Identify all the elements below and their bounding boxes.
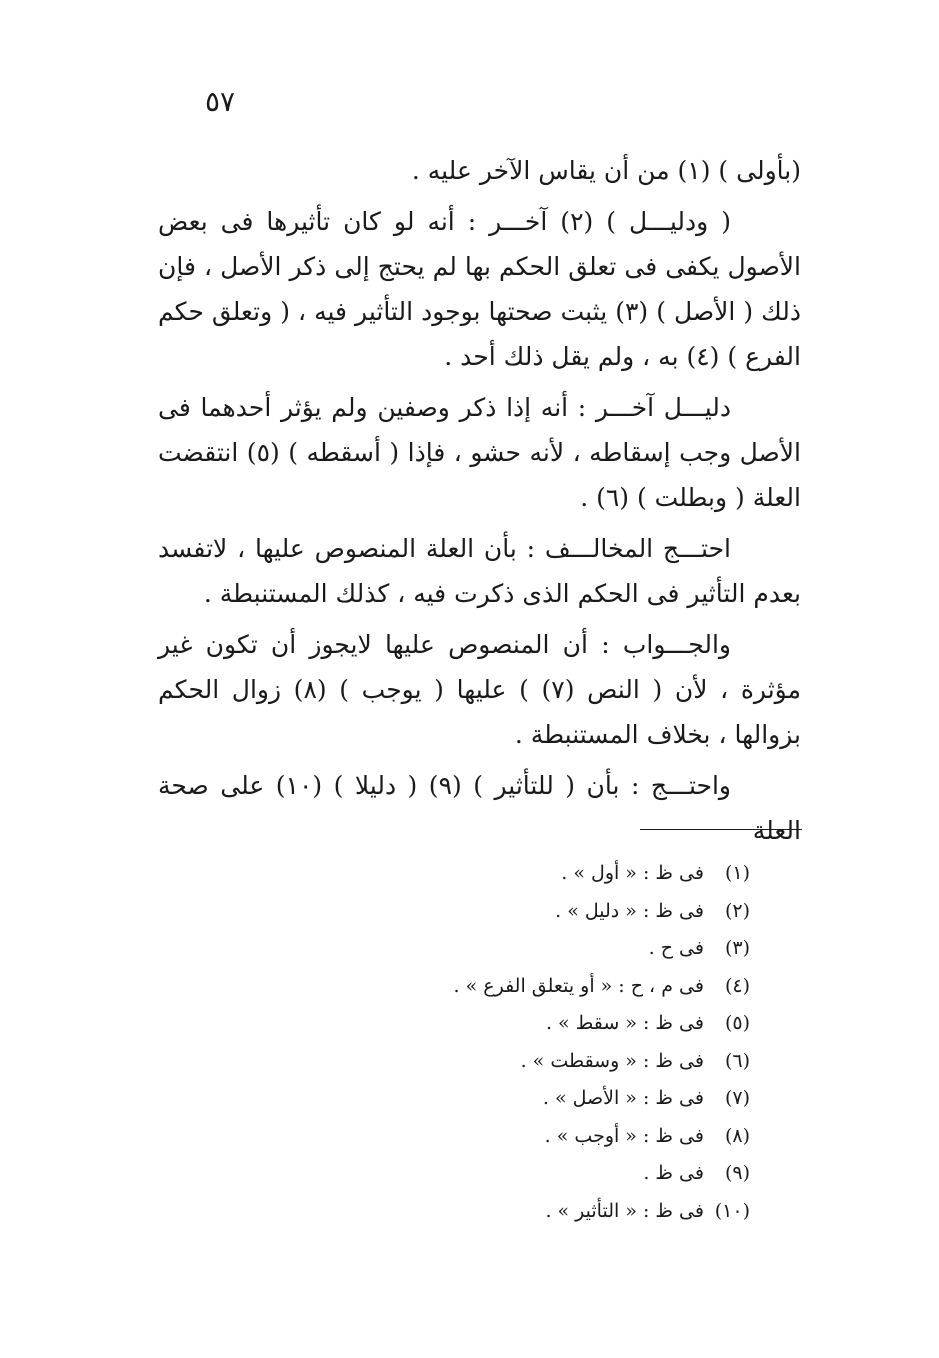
footnote-text: فى ح .: [648, 937, 704, 959]
footnote-number: (١): [724, 862, 750, 884]
footnote-number: (٩): [724, 1162, 750, 1184]
paragraph: دليـــل آخـــر : أنه إذا ذكر وصفين ولم يؤثر أحدهما فى الأصل وجب إسقاطه ، لأنه حشو ، فإذا ( أسقطه ) (٥) انتقضت العلة ( وبطلت ) (٦) .: [158, 393, 801, 512]
footnote-number: (٧): [724, 1087, 750, 1109]
footnote-number: (١٠): [714, 1199, 750, 1222]
footnote-text: فى ظ : « التأثير » .: [545, 1199, 704, 1222]
paragraph: احتـــج المخالـــف : بأن العلة المنصوص عليها ، لاتفسد بعدم التأثير فى الحكم الذى ذكرت فيه ، كذلك المستنبطة .: [158, 534, 801, 608]
footnote-text: فى ظ : « دليل » .: [555, 899, 704, 922]
footnote-text: فى ظ .: [643, 1162, 704, 1184]
footnote-text: فى ظ : « الأصل » .: [542, 1087, 704, 1109]
footnote-item: [300, 855, 750, 893]
footnote-number: (٦): [724, 1049, 750, 1072]
footnote-item: [300, 968, 750, 1006]
footnote-item: [300, 1005, 750, 1043]
footnote-text: فى ظ : « وسقطت » .: [520, 1049, 704, 1072]
page-number: ٥٧: [204, 85, 236, 118]
footnote-item: [300, 1193, 750, 1231]
footnote-number: (٣): [724, 937, 750, 959]
footnote-text: فى ظ : « سقط » .: [545, 1012, 704, 1034]
footnote-item: [300, 930, 750, 968]
paragraph: واحتـــج : بأن ( للتأثير ) (٩) ( دليلا ) (١٠) على صحة العلة: [158, 771, 801, 845]
main-text: [158, 148, 801, 859]
footnote-number: (٤): [724, 974, 750, 997]
footnotes-list: [300, 855, 750, 1230]
footnote-item: [300, 893, 750, 931]
footnote-item: [300, 1043, 750, 1081]
footnote-number: (٥): [724, 1012, 750, 1034]
footnote-number: (٢): [724, 899, 750, 922]
footnote-number: (٨): [724, 1124, 750, 1147]
footnote-text: فى ظ : « أول » .: [561, 862, 704, 884]
footnote-item: [300, 1080, 750, 1118]
footnote-item: [300, 1155, 750, 1193]
footnote-text: فى ظ : « أوجب » .: [544, 1124, 704, 1147]
paragraph: ( ودليـــل ) (٢) آخـــر : أنه لو كان تأثيرها فى بعض الأصول يكفى فى تعلق الحكم بها لم يحتج إلى ذكر الأصل ، فإن ذلك ( الأصل ) (٣) يثبت صحتها بوجود التأثير فيه ، ( وتعلق حكم الفرع ) (٤) به ، ولم يقل ذلك أحد .: [158, 207, 801, 371]
paragraph: (بأولى ) (١) من أن يقاس الآخر عليه .: [411, 156, 801, 185]
footnote-divider: [640, 829, 802, 830]
footnote-text: فى م ، ح : « أو يتعلق الفرع » .: [453, 974, 704, 997]
footnote-item: [300, 1118, 750, 1156]
paragraph: والجـــواب : أن المنصوص عليها لايجوز أن تكون غير مؤثرة ، لأن ( النص (٧) ) عليها ( يوجب ) (٨) زوال الحكم بزوالها ، بخلاف المستنبطة .: [158, 630, 801, 749]
